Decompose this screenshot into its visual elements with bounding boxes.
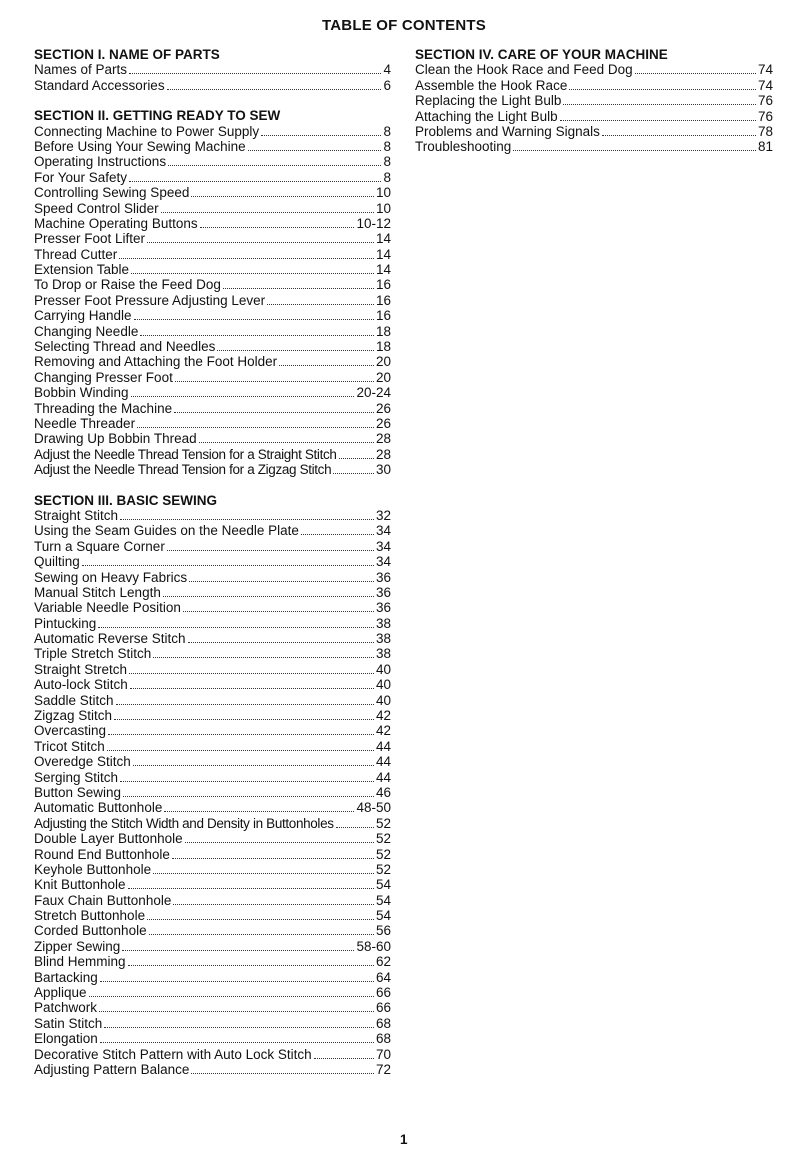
toc-entry-label: Changing Needle (34, 323, 139, 339)
toc-entry[interactable] (34, 785, 391, 800)
toc-entry-label: Before Using Your Sewing Machine (34, 138, 246, 154)
toc-entry-page: 48-50 (356, 800, 391, 816)
toc-entry-page: 36 (375, 584, 391, 600)
dot-leader (149, 924, 374, 935)
toc-section (34, 108, 391, 477)
toc-entry-label: Patchwork (34, 1000, 98, 1016)
dot-leader (189, 571, 374, 582)
toc-entry-page: 28 (375, 431, 391, 447)
toc-entry-page: 20 (375, 369, 391, 385)
dot-leader (183, 601, 374, 612)
dot-leader (635, 63, 756, 74)
toc-entry[interactable] (34, 585, 391, 600)
toc-column-right (415, 47, 773, 170)
toc-entry[interactable] (34, 447, 391, 462)
toc-entry-label: Corded Buttonhole (34, 923, 147, 939)
toc-entry-page: 14 (375, 246, 391, 262)
dot-leader (99, 1001, 374, 1012)
toc-entry-label: Bobbin Winding (34, 385, 129, 401)
dot-leader (164, 801, 354, 812)
toc-section (34, 47, 391, 93)
dot-leader (147, 909, 374, 920)
toc-entry-page: 26 (375, 400, 391, 416)
dot-leader (167, 79, 382, 90)
dot-leader (114, 709, 374, 720)
dot-leader (261, 125, 381, 136)
toc-entry[interactable] (34, 1016, 391, 1031)
toc-entry[interactable] (34, 62, 391, 77)
dot-leader (134, 309, 374, 320)
dot-leader (130, 678, 374, 689)
toc-entry[interactable] (34, 308, 391, 323)
toc-entry-page: 40 (375, 661, 391, 677)
toc-entry[interactable] (34, 893, 391, 908)
page-number: 1 (400, 1132, 408, 1147)
dot-leader (82, 555, 374, 566)
toc-entry-label: Straight Stitch (34, 507, 119, 523)
dot-leader (174, 402, 374, 413)
toc-entry[interactable] (34, 677, 391, 692)
toc-column-left (34, 47, 391, 1092)
toc-entry-page: 38 (375, 631, 391, 647)
toc-entry-label: Extension Table (34, 262, 130, 278)
toc-entry-label: Automatic Reverse Stitch (34, 631, 186, 647)
toc-entry[interactable] (415, 124, 773, 139)
toc-entry[interactable] (34, 600, 391, 615)
toc-entry-page: 54 (375, 877, 391, 893)
toc-entry-page: 26 (375, 415, 391, 431)
toc-entry-label: Overedge Stitch (34, 754, 131, 770)
toc-entry-page: 54 (375, 892, 391, 908)
toc-entry[interactable] (34, 631, 391, 646)
dot-leader (168, 155, 381, 166)
toc-entry-page: 34 (375, 538, 391, 554)
toc-entry-label: Connecting Machine to Power Supply (34, 123, 260, 139)
toc-entry-label: To Drop or Raise the Feed Dog (34, 277, 221, 293)
toc-entry-page: 42 (375, 723, 391, 739)
toc-entry[interactable] (34, 877, 391, 892)
toc-entry-page: 46 (375, 784, 391, 800)
toc-entry-label: Tricot Stitch (34, 738, 105, 754)
dot-leader (602, 125, 756, 136)
dot-leader (217, 340, 374, 351)
page-title: TABLE OF CONTENTS (322, 17, 486, 34)
toc-entry-page: 40 (375, 692, 391, 708)
toc-entry-label: Thread Cutter (34, 246, 118, 262)
toc-entry-label: Blind Hemming (34, 954, 126, 970)
toc-entry[interactable] (34, 416, 391, 431)
toc-entry-label: Presser Foot Pressure Adjusting Lever (34, 292, 266, 308)
dot-leader (122, 940, 354, 951)
toc-entry-label: Stretch Buttonhole (34, 908, 146, 924)
toc-entry[interactable] (34, 231, 391, 246)
toc-entry-label: Presser Foot Lifter (34, 231, 146, 247)
toc-entry-page: 70 (375, 1046, 391, 1062)
toc-entry-label: Problems and Warning Signals (415, 123, 600, 139)
dot-leader (98, 617, 374, 628)
toc-entry[interactable] (34, 324, 391, 339)
dot-leader (119, 248, 374, 259)
dot-leader (131, 386, 355, 397)
dot-leader (107, 740, 374, 751)
toc-entry-label: Adjusting Pattern Balance (34, 1062, 190, 1077)
toc-entry-label: Automatic Buttonhole (34, 800, 163, 816)
toc-section (34, 493, 391, 1078)
toc-entry-label: Operating Instructions (34, 154, 167, 170)
toc-entry[interactable] (34, 800, 391, 815)
toc-entry[interactable] (34, 185, 391, 200)
toc-entry-label: Changing Presser Foot (34, 369, 173, 385)
toc-entry-page: 64 (375, 969, 391, 985)
toc-entry-page: 58-60 (356, 938, 391, 954)
toc-entry-label: Satin Stitch (34, 1015, 103, 1031)
toc-entry-page: 32 (375, 507, 391, 523)
toc-entry[interactable] (34, 985, 391, 1000)
toc-entry-page: 28 (375, 446, 391, 462)
toc-entry-page: 18 (375, 323, 391, 339)
toc-entry-label: Sewing on Heavy Fabrics (34, 569, 188, 585)
toc-entry-page: 44 (375, 738, 391, 754)
toc-entry-label: Drawing Up Bobbin Thread (34, 431, 197, 447)
toc-entry[interactable] (34, 431, 391, 446)
dot-leader (133, 755, 374, 766)
toc-entry-label: Machine Operating Buttons (34, 215, 198, 231)
toc-entry-page: 20-24 (356, 385, 391, 401)
toc-section (415, 47, 773, 155)
dot-leader (116, 694, 374, 705)
toc-entry-page: 16 (375, 292, 391, 308)
toc-entry-label: Assemble the Hook Race (415, 77, 568, 93)
dot-leader (314, 1048, 374, 1059)
toc-entry-page: 34 (375, 554, 391, 570)
toc-entry-page: 54 (375, 908, 391, 924)
toc-entry[interactable] (34, 216, 391, 231)
toc-entry[interactable] (34, 462, 391, 477)
toc-entry[interactable] (34, 201, 391, 216)
toc-entry-label: Adjust the Needle Thread Tension for a Straight Stitch (34, 446, 337, 462)
toc-entry-page: 52 (375, 846, 391, 862)
toc-entry-label: Keyhole Buttonhole (34, 861, 152, 877)
toc-entry[interactable] (34, 831, 391, 846)
toc-entry[interactable] (34, 908, 391, 923)
toc-entry-page: 72 (375, 1062, 391, 1077)
dot-leader (167, 540, 374, 551)
toc-entry-page: 52 (375, 861, 391, 877)
toc-entry[interactable] (34, 1031, 391, 1046)
dot-leader (191, 186, 374, 197)
toc-entry-page: 62 (375, 954, 391, 970)
toc-entry-page: 68 (375, 1031, 391, 1047)
toc-entry-label: Carrying Handle (34, 308, 132, 324)
toc-entry-label: Zigzag Stitch (34, 708, 113, 724)
dot-leader (333, 463, 374, 474)
toc-entry[interactable] (34, 954, 391, 969)
toc-entry-label: Speed Control Slider (34, 200, 159, 216)
toc-entry-page: 66 (375, 1000, 391, 1016)
toc-entry[interactable] (34, 154, 391, 169)
dot-leader (248, 140, 382, 151)
toc-entry-page: 42 (375, 708, 391, 724)
toc-entry-label: Replacing the Light Bulb (415, 93, 562, 109)
section-heading: SECTION I. NAME OF PARTS (34, 47, 220, 62)
toc-entry[interactable] (34, 770, 391, 785)
toc-entry[interactable] (34, 385, 391, 400)
toc-entry-label: Manual Stitch Length (34, 584, 161, 600)
toc-entry[interactable] (34, 293, 391, 308)
toc-entry-label: Needle Threader (34, 415, 136, 431)
toc-entry[interactable] (34, 1062, 391, 1077)
toc-entry-label: Bartacking (34, 969, 98, 985)
toc-entry-page: 10-12 (356, 215, 391, 231)
dot-leader (131, 263, 374, 274)
toc-entry[interactable] (34, 139, 391, 154)
toc-entry[interactable] (34, 1047, 391, 1062)
dot-leader (223, 278, 374, 289)
toc-entry-page: 52 (375, 831, 391, 847)
toc-entry[interactable] (34, 554, 391, 569)
toc-entry-label: Saddle Stitch (34, 692, 114, 708)
toc-entry-label: Removing and Attaching the Foot Holder (34, 354, 278, 370)
toc-entry-page: 44 (375, 754, 391, 770)
dot-leader (267, 294, 374, 305)
dot-leader (172, 848, 374, 859)
toc-entry-page: 44 (375, 769, 391, 785)
toc-entry[interactable] (415, 78, 773, 93)
toc-entry[interactable] (34, 693, 391, 708)
dot-leader (163, 586, 374, 597)
dot-leader (147, 232, 374, 243)
toc-entry-page: 6 (383, 77, 391, 93)
toc-entry-page: 10 (375, 185, 391, 201)
toc-entry[interactable] (34, 124, 391, 139)
toc-entry[interactable] (34, 339, 391, 354)
toc-entry[interactable] (34, 262, 391, 277)
toc-entry-label: Auto-lock Stitch (34, 677, 128, 693)
toc-entry-label: Controlling Sewing Speed (34, 185, 190, 201)
dot-leader (200, 217, 355, 228)
toc-entry-label: Triple Stretch Stitch (34, 646, 152, 662)
toc-entry-label: Adjust the Needle Thread Tension for a Zigzag Stitch (34, 462, 332, 478)
dot-leader (185, 832, 374, 843)
dot-leader (339, 448, 374, 459)
toc-entry-page: 8 (383, 123, 391, 139)
toc-entry-label: Elongation (34, 1031, 98, 1047)
toc-entry[interactable] (415, 109, 773, 124)
toc-entry-label: Straight Stretch (34, 661, 128, 677)
toc-entry-page: 66 (375, 985, 391, 1001)
toc-entry[interactable] (34, 923, 391, 938)
toc-entry[interactable] (34, 277, 391, 292)
toc-entry[interactable] (34, 939, 391, 954)
dot-leader (104, 1017, 374, 1028)
dot-leader (120, 771, 374, 782)
dot-leader (108, 724, 374, 735)
toc-entry-label: Zipper Sewing (34, 938, 121, 954)
toc-entry[interactable] (34, 570, 391, 585)
dot-leader (199, 432, 374, 443)
toc-entry-label: Selecting Thread and Needles (34, 339, 216, 355)
toc-entry-page: 74 (757, 62, 773, 78)
toc-entry[interactable] (34, 170, 391, 185)
toc-entry-page: 81 (757, 139, 773, 155)
toc-entry[interactable] (34, 78, 391, 93)
dot-leader (191, 1063, 374, 1074)
dot-leader (120, 509, 374, 520)
toc-entry-page: 8 (383, 169, 391, 185)
toc-entry-page: 78 (757, 123, 773, 139)
dot-leader (301, 524, 374, 535)
toc-entry-label: Adjusting the Stitch Width and Density in Buttonholes (34, 815, 334, 831)
toc-entry[interactable] (415, 139, 773, 154)
toc-entry-label: Faux Chain Buttonhole (34, 892, 172, 908)
toc-entry[interactable] (34, 723, 391, 738)
toc-entry-label: Quilting (34, 554, 80, 570)
dot-leader (279, 355, 374, 366)
toc-entry-label: Pintucking (34, 615, 97, 631)
dot-leader (560, 110, 756, 121)
toc-entry-label: Turn a Square Corner (34, 538, 165, 554)
dot-leader (129, 171, 381, 182)
toc-entry-page: 36 (375, 569, 391, 585)
dot-leader (153, 863, 374, 874)
toc-entry-label: Threading the Machine (34, 400, 173, 416)
toc-entry-page: 38 (375, 615, 391, 631)
toc-entry-page: 18 (375, 339, 391, 355)
toc-entry[interactable] (34, 662, 391, 677)
toc-entry-label: Troubleshooting (415, 139, 512, 155)
dot-leader (100, 971, 374, 982)
dot-leader (129, 663, 374, 674)
dot-leader (129, 63, 381, 74)
dot-leader (128, 878, 374, 889)
toc-entry-page: 8 (383, 154, 391, 170)
toc-entry[interactable] (34, 616, 391, 631)
toc-entry-page: 8 (383, 138, 391, 154)
toc-entry-page: 14 (375, 262, 391, 278)
dot-leader (128, 955, 374, 966)
toc-entry-page: 10 (375, 200, 391, 216)
dot-leader (513, 140, 756, 151)
toc-entry-page: 16 (375, 308, 391, 324)
toc-entry-label: Round End Buttonhole (34, 846, 170, 862)
toc-entry-page: 30 (375, 462, 391, 478)
toc-entry-label: For Your Safety (34, 169, 128, 185)
dot-leader (188, 632, 374, 643)
toc-entry-label: Using the Seam Guides on the Needle Plate (34, 523, 299, 539)
toc-entry[interactable] (34, 862, 391, 877)
dot-leader (137, 417, 374, 428)
toc-entry[interactable] (34, 401, 391, 416)
toc-entry-page: 74 (757, 77, 773, 93)
toc-entry[interactable] (34, 739, 391, 754)
toc-entry[interactable] (34, 847, 391, 862)
toc-entry[interactable] (34, 708, 391, 723)
toc-entry-page: 38 (375, 646, 391, 662)
dot-leader (336, 817, 374, 828)
section-heading: SECTION II. GETTING READY TO SEW (34, 108, 281, 124)
dot-leader (569, 79, 756, 90)
toc-entry-page: 76 (757, 108, 773, 124)
toc-entry[interactable] (34, 354, 391, 369)
section-heading: SECTION IV. CARE OF YOUR MACHINE (415, 47, 668, 62)
toc-entry[interactable] (415, 93, 773, 108)
toc-entry-label: Applique (34, 985, 87, 1001)
toc-entry[interactable] (34, 754, 391, 769)
toc-entry-label: Standard Accessories (34, 77, 165, 93)
toc-entry-page: 4 (383, 62, 391, 78)
toc-entry-label: Variable Needle Position (34, 600, 181, 616)
toc-entry-label: Serging Stitch (34, 769, 119, 785)
toc-entry-label: Decorative Stitch Pattern with Auto Lock Stitch (34, 1046, 312, 1062)
dot-leader (89, 986, 374, 997)
dot-leader (123, 786, 374, 797)
toc-entry-page: 68 (375, 1015, 391, 1031)
toc-entry[interactable] (34, 370, 391, 385)
toc-entry-label: Names of Parts (34, 62, 128, 78)
toc-entry-page: 34 (375, 523, 391, 539)
toc-entry-page: 40 (375, 677, 391, 693)
toc-entry-page: 52 (375, 815, 391, 831)
dot-leader (100, 1032, 374, 1043)
toc-entry[interactable] (34, 523, 391, 538)
dot-leader (153, 647, 374, 658)
dot-leader (140, 325, 374, 336)
dot-leader (173, 894, 374, 905)
toc-entry-label: Overcasting (34, 723, 107, 739)
toc-entry[interactable] (34, 1000, 391, 1015)
section-heading: SECTION III. BASIC SEWING (34, 492, 218, 508)
toc-entry-page: 56 (375, 923, 391, 939)
toc-entry[interactable] (34, 539, 391, 554)
toc-entry[interactable] (34, 970, 391, 985)
toc-entry-label: Clean the Hook Race and Feed Dog (415, 62, 633, 78)
toc-entry[interactable] (34, 646, 391, 661)
toc-entry-page: 14 (375, 231, 391, 247)
toc-entry-page: 36 (375, 600, 391, 616)
toc-entry[interactable] (34, 247, 391, 262)
toc-entry-page: 20 (375, 354, 391, 370)
toc-entry[interactable] (34, 508, 391, 523)
toc-entry-label: Knit Buttonhole (34, 877, 126, 893)
toc-entry-label: Attaching the Light Bulb (415, 108, 558, 124)
toc-entry-page: 16 (375, 277, 391, 293)
dot-leader (161, 202, 374, 213)
dot-leader (563, 94, 756, 105)
dot-leader (175, 371, 374, 382)
toc-entry-label: Button Sewing (34, 784, 122, 800)
toc-entry[interactable] (415, 62, 773, 77)
toc-entry-page: 76 (757, 93, 773, 109)
toc-entry-label: Double Layer Buttonhole (34, 831, 183, 847)
toc-entry[interactable] (34, 816, 391, 831)
